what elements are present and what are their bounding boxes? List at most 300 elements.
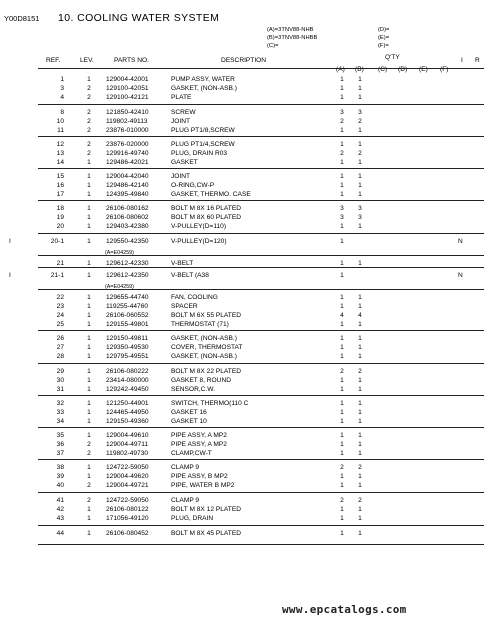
qty-b-cell: 3 (358, 205, 362, 212)
part-number-cell: 119802-49113 (106, 118, 148, 125)
table-row (0, 441, 493, 450)
col-qty-b: (B) (355, 66, 364, 73)
level-cell: 1 (87, 515, 91, 522)
qty-a-cell: 1 (340, 506, 344, 513)
level-cell: 1 (87, 205, 91, 212)
table-row (0, 335, 493, 344)
ref-cell: 37 (56, 450, 64, 457)
level-cell: 1 (87, 368, 91, 375)
part-number-cell: 124465-44950 (106, 409, 149, 416)
row-divider (38, 459, 484, 460)
qty-b-cell: 1 (358, 377, 362, 384)
table-row (0, 94, 493, 103)
description-cell: PUMP ASSY, WATER (171, 76, 235, 83)
ref-cell: 19 (56, 214, 64, 221)
ref-cell: 14 (56, 159, 64, 166)
level-cell: 2 (87, 141, 91, 148)
col-parts-no: PARTS NO. (114, 57, 149, 64)
level-cell: 1 (87, 191, 91, 198)
qty-b-cell: 1 (358, 321, 362, 328)
row-divider (38, 136, 484, 137)
description-cell: CLAMP 9 (171, 464, 200, 471)
description-cell: BOLT M 8X 22 PLATED (171, 368, 241, 375)
qty-a-cell: 1 (340, 191, 344, 198)
qty-b-cell: 1 (358, 386, 362, 393)
qty-a-cell: 3 (340, 214, 344, 221)
qty-b-cell: 1 (358, 260, 362, 267)
level-cell: 1 (87, 400, 91, 407)
qty-b-cell: 1 (358, 127, 362, 134)
table-row (0, 109, 493, 118)
ref-cell: 44 (56, 530, 64, 537)
part-number-cell: 171056-49120 (106, 515, 149, 522)
qty-b-cell: 1 (358, 482, 362, 489)
level-cell: 1 (87, 272, 91, 279)
description-cell: V-PULLEY(D=120) (171, 238, 227, 245)
description-cell: V-BELT (171, 260, 194, 267)
level-cell: 1 (87, 353, 91, 360)
level-cell: 1 (87, 473, 91, 480)
qty-a-cell: 1 (340, 272, 344, 279)
col-qty-f: (F) (440, 66, 449, 73)
qty-a-cell: 1 (340, 85, 344, 92)
part-number-cell: 26106-080602 (106, 214, 149, 221)
part-number-cell: 121250-44901 (106, 400, 149, 407)
part-number-cell: 26106-080222 (106, 368, 149, 375)
row-divider (38, 363, 484, 364)
table-row (0, 127, 493, 136)
part-number-cell: 129004-42040 (106, 173, 149, 180)
qty-a-cell: 3 (340, 205, 344, 212)
qty-a-cell: 1 (340, 238, 344, 245)
table-row (0, 191, 493, 200)
level-cell: 1 (87, 312, 91, 319)
qty-a-cell: 1 (340, 432, 344, 439)
qty-b-cell: 1 (358, 441, 362, 448)
col-qty-c: (C) (378, 66, 388, 73)
variant-b: (B)=3TNV88-NHBB (267, 35, 318, 41)
qty-a-cell: 1 (340, 515, 344, 522)
ref-cell: 33 (56, 409, 64, 416)
part-number-cell: 129486-42021 (106, 159, 149, 166)
table-row (0, 294, 493, 303)
col-qty-e: (E) (419, 66, 428, 73)
description-cell: PIPE ASSY, A MP2 (171, 432, 227, 439)
level-cell: 2 (87, 109, 91, 116)
ref-cell: 18 (56, 205, 64, 212)
part-number-cell: 129004-49711 (106, 441, 149, 448)
description-cell: GASKET 16 (171, 409, 207, 416)
ref-cell: 30 (56, 377, 64, 384)
qty-a-cell: 1 (340, 223, 344, 230)
qty-a-cell: 1 (340, 321, 344, 328)
document-id: Y00D8151 (4, 14, 40, 23)
level-cell: 1 (87, 182, 91, 189)
part-number-cell: 124395-49840 (106, 191, 149, 198)
ref-cell: 41 (56, 497, 64, 504)
table-row (0, 400, 493, 409)
level-cell: 2 (87, 150, 91, 157)
qty-b-cell: 2 (358, 497, 362, 504)
qty-b-cell: 1 (358, 506, 362, 513)
qty-b-cell: 1 (358, 182, 362, 189)
table-row (0, 205, 493, 214)
qty-b-cell: 1 (358, 418, 362, 425)
level-cell: 1 (87, 464, 91, 471)
description-cell: SWITCH, THERMO(110 C (171, 400, 249, 407)
description-cell: BOLT M 8X 16 PLATED (171, 205, 241, 212)
description-cell: GASKET, (NON-ASB.) (171, 353, 237, 360)
level-cell: 1 (87, 335, 91, 342)
description-cell: PLUG, DRAIN R03 (171, 150, 228, 157)
qty-a-cell: 1 (340, 409, 344, 416)
description-cell: PLUG PT1/8,SCREW (171, 127, 235, 134)
qty-b-cell: 1 (358, 303, 362, 310)
qty-a-cell: 1 (340, 418, 344, 425)
description-cell: GASKET (171, 159, 198, 166)
row-divider (38, 168, 484, 169)
qty-b-cell: 1 (358, 335, 362, 342)
part-number-cell: 129004-49620 (106, 473, 149, 480)
qty-a-cell: 1 (340, 76, 344, 83)
qty-a-cell: 1 (340, 173, 344, 180)
level-cell: 1 (87, 409, 91, 416)
qty-a-cell: 2 (340, 150, 344, 157)
table-row (0, 506, 493, 515)
qty-b-cell: 1 (358, 344, 362, 351)
table-row (0, 182, 493, 191)
ref-cell: 29 (56, 368, 64, 375)
row-divider (38, 544, 484, 545)
part-number-cell: 129550-42350 (106, 238, 149, 245)
part-number-cell: 129155-49801 (106, 321, 149, 328)
description-cell: V-BELT (A38 (171, 272, 209, 279)
description-cell: GASKET 8, ROUND (171, 377, 231, 384)
part-number-cell: 129486-42140 (106, 182, 149, 189)
qty-a-cell: 1 (340, 182, 344, 189)
ref-cell: 17 (56, 191, 64, 198)
level-cell: 1 (87, 530, 91, 537)
qty-b-cell: 4 (358, 312, 362, 319)
description-cell: BOLT M 8X 12 PLATED (171, 506, 241, 513)
part-number-cell: 129350-49530 (106, 344, 149, 351)
ref-cell: 20-1 (50, 238, 64, 245)
col-lev: LEV. (80, 57, 94, 64)
level-cell: 1 (87, 418, 91, 425)
part-number-cell: 129150-49811 (106, 335, 149, 342)
qty-a-cell: 1 (340, 450, 344, 457)
level-cell: 2 (87, 482, 91, 489)
qty-a-cell: 1 (340, 530, 344, 537)
table-row (0, 223, 493, 232)
ref-cell: 16 (56, 182, 64, 189)
table-row (0, 432, 493, 441)
watermark: www.epcatalogs.com (282, 603, 407, 616)
description-cell: GASKET 10 (171, 418, 207, 425)
qty-b-cell: 1 (358, 141, 362, 148)
ref-cell: 3 (60, 85, 64, 92)
level-cell: 1 (87, 214, 91, 221)
part-number-cell: 129004-42001 (106, 76, 149, 83)
table-row (0, 141, 493, 150)
level-cell: 1 (87, 260, 91, 267)
level-cell: 1 (87, 386, 91, 393)
qty-b-cell: 1 (358, 400, 362, 407)
part-number-cell: 119255-44760 (106, 303, 149, 310)
table-row (0, 353, 493, 362)
qty-a-cell: 1 (340, 294, 344, 301)
qty-a-cell: 4 (340, 312, 344, 319)
description-cell: COVER, THERMOSTAT (171, 344, 243, 351)
table-row (0, 497, 493, 506)
row-divider (38, 233, 484, 234)
table-row (0, 85, 493, 94)
qty-a-cell: 1 (340, 377, 344, 384)
variant-d: (D)= (378, 27, 390, 33)
ref-cell: 8 (60, 109, 64, 116)
level-cell: 1 (87, 159, 91, 166)
qty-b-cell: 1 (358, 530, 362, 537)
qty-a-cell: 2 (340, 464, 344, 471)
table-row (0, 76, 493, 85)
variant-a: (A)=3TNV88-NHB (267, 27, 314, 33)
table-row (0, 418, 493, 427)
qty-b-cell: 1 (358, 432, 362, 439)
ref-cell: 21-1 (50, 272, 64, 279)
table-row (0, 386, 493, 395)
qty-b-cell: 1 (358, 76, 362, 83)
qty-b-cell: 1 (358, 94, 362, 101)
description-cell: SPACER (171, 303, 198, 310)
part-number-cell: 26106-080122 (106, 506, 149, 513)
ref-cell: 34 (56, 418, 64, 425)
ref-cell: 11 (57, 127, 64, 134)
level-cell: 2 (87, 85, 91, 92)
row-divider (38, 525, 484, 526)
level-cell: 1 (87, 432, 91, 439)
table-row (0, 173, 493, 182)
part-number-cell: 129100-42051 (106, 85, 149, 92)
ref-cell: 26 (56, 335, 64, 342)
qty-a-cell: 1 (340, 441, 344, 448)
description-cell: BOLT M 6X 55 PLATED (171, 312, 241, 319)
qty-b-cell: 2 (358, 368, 362, 375)
qty-b-cell: 1 (358, 409, 362, 416)
level-cell: 1 (87, 321, 91, 328)
description-cell: PLUG, DRAIN (171, 515, 214, 522)
ref-cell: 35 (56, 432, 64, 439)
variant-f: (F)= (378, 43, 389, 49)
table-row (0, 118, 493, 127)
remark-cell: N (458, 272, 463, 279)
remark-cell: N (458, 238, 463, 245)
ref-cell: 21 (56, 260, 64, 267)
qty-a-cell: 1 (340, 94, 344, 101)
part-number-cell: 129795-49551 (106, 353, 149, 360)
part-number-cell: 129916-49740 (106, 150, 149, 157)
qty-a-cell: 2 (340, 368, 344, 375)
ref-cell: 42 (56, 506, 64, 513)
description-cell: THERMOSTAT (71) (171, 321, 229, 328)
col-qty: Q'TY (385, 54, 400, 61)
qty-a-cell: 2 (340, 118, 344, 125)
qty-a-cell: 2 (340, 497, 344, 504)
level-cell: 2 (87, 127, 91, 134)
table-row (0, 530, 493, 539)
part-number-cell: 23876-010000 (106, 127, 149, 134)
ref-cell: 38 (56, 464, 64, 471)
serial-note: (A=E04259) (105, 250, 134, 256)
table-row (0, 377, 493, 386)
part-number-cell: 26106-080162 (106, 205, 149, 212)
qty-a-cell: 1 (340, 386, 344, 393)
level-cell: 1 (87, 506, 91, 513)
part-number-cell: 124722-59050 (106, 497, 149, 504)
qty-b-cell: 1 (358, 473, 362, 480)
table-row (0, 464, 493, 473)
level-cell: 2 (87, 497, 91, 504)
description-cell: GASKET, (NON-ASB.) (171, 335, 237, 342)
qty-b-cell: 1 (358, 294, 362, 301)
qty-b-cell: 2 (358, 150, 362, 157)
qty-a-cell: 1 (340, 260, 344, 267)
part-number-cell: 129100-42121 (106, 94, 149, 101)
part-number-cell: 129004-49721 (106, 482, 149, 489)
row-divider (38, 427, 484, 428)
table-row (0, 473, 493, 482)
row-divider (38, 395, 484, 396)
table-row (0, 515, 493, 524)
description-cell: PLATE (171, 94, 192, 101)
table-row (0, 303, 493, 312)
qty-b-cell: 1 (358, 191, 362, 198)
ref-cell: 1 (60, 76, 64, 83)
description-cell: PIPE ASSY, A MP2 (171, 441, 227, 448)
ref-cell: 25 (56, 321, 64, 328)
ref-cell: 40 (56, 482, 64, 489)
table-row (0, 482, 493, 491)
change-mark: I (9, 272, 11, 279)
ref-cell: 12 (56, 141, 64, 148)
description-cell: PIPE ASSY, B MP2 (171, 473, 228, 480)
table-row (0, 238, 493, 247)
qty-b-cell: 1 (358, 159, 362, 166)
row-divider (38, 492, 484, 493)
ref-cell: 23 (56, 303, 64, 310)
ref-cell: 4 (60, 94, 64, 101)
part-number-cell: 26106-080452 (106, 530, 149, 537)
description-cell: FAN, COOLING (171, 294, 218, 301)
level-cell: 1 (87, 303, 91, 310)
part-number-cell: 129612-42350 (106, 272, 149, 279)
ref-cell: 20 (56, 223, 64, 230)
part-number-cell: 23876-020000 (106, 141, 149, 148)
table-row (0, 368, 493, 377)
qty-a-cell: 1 (340, 127, 344, 134)
level-cell: 1 (87, 76, 91, 83)
col-mark: I (461, 57, 463, 64)
qty-b-cell: 2 (358, 118, 362, 125)
qty-b-cell: 1 (358, 223, 362, 230)
description-cell: JOINT (171, 118, 191, 125)
qty-b-cell: 1 (358, 353, 362, 360)
col-qty-d: (D) (398, 66, 408, 73)
level-cell: 1 (87, 294, 91, 301)
qty-b-cell: 1 (358, 450, 362, 457)
ref-cell: 43 (56, 515, 64, 522)
ref-cell: 32 (56, 400, 64, 407)
part-number-cell: 129150-49360 (106, 418, 149, 425)
col-ref: REF. (46, 57, 61, 64)
part-number-cell: 26106-060552 (106, 312, 149, 319)
table-row (0, 409, 493, 418)
col-description: DESCRIPTION (221, 57, 267, 64)
description-cell: JOINT (171, 173, 191, 180)
ref-cell: 27 (56, 344, 64, 351)
row-divider (38, 68, 484, 69)
table-row (0, 150, 493, 159)
page-title: 10. COOLING WATER SYSTEM (58, 12, 220, 24)
level-cell: 2 (87, 118, 91, 125)
qty-a-cell: 1 (340, 303, 344, 310)
ref-cell: 31 (56, 386, 64, 393)
level-cell: 1 (87, 223, 91, 230)
ref-cell: 36 (56, 441, 64, 448)
qty-a-cell: 1 (340, 344, 344, 351)
description-cell: SCREW (171, 109, 196, 116)
qty-b-cell: 1 (358, 515, 362, 522)
ref-cell: 13 (56, 150, 64, 157)
variant-e: (E)= (378, 35, 390, 41)
description-cell: CLAMP 9 (171, 497, 200, 504)
table-row (0, 450, 493, 459)
qty-b-cell: 1 (358, 173, 362, 180)
col-remark: R (475, 57, 480, 64)
table-row (0, 159, 493, 168)
description-cell: O-RING,CW-P (171, 182, 215, 189)
variant-c: (C)= (267, 43, 279, 49)
qty-a-cell: 1 (340, 141, 344, 148)
description-cell: SENSOR,C.W. (171, 386, 215, 393)
level-cell: 1 (87, 173, 91, 180)
change-mark: I (9, 238, 11, 245)
ref-cell: 15 (56, 173, 64, 180)
level-cell: 2 (87, 94, 91, 101)
part-number-cell: 119802-49730 (106, 450, 149, 457)
table-row (0, 260, 493, 269)
ref-cell: 39 (56, 473, 64, 480)
level-cell: 2 (87, 441, 91, 448)
ref-cell: 28 (56, 353, 64, 360)
qty-a-cell: 1 (340, 482, 344, 489)
description-cell: PIPE, WATER B MP2 (171, 482, 235, 489)
qty-a-cell: 1 (340, 335, 344, 342)
qty-b-cell: 1 (358, 85, 362, 92)
table-row (0, 272, 493, 281)
level-cell: 1 (87, 238, 91, 245)
row-divider (38, 200, 484, 201)
qty-a-cell: 1 (340, 159, 344, 166)
part-number-cell: 23414-080000 (106, 377, 149, 384)
level-cell: 1 (87, 377, 91, 384)
part-number-cell: 124722-59050 (106, 464, 149, 471)
part-number-cell: 129403-42380 (106, 223, 149, 230)
description-cell: BOLT M 8X 60 PLATED (171, 214, 241, 221)
qty-a-cell: 1 (340, 400, 344, 407)
part-number-cell: 129004-49610 (106, 432, 149, 439)
row-divider (38, 104, 484, 105)
row-divider (38, 330, 484, 331)
